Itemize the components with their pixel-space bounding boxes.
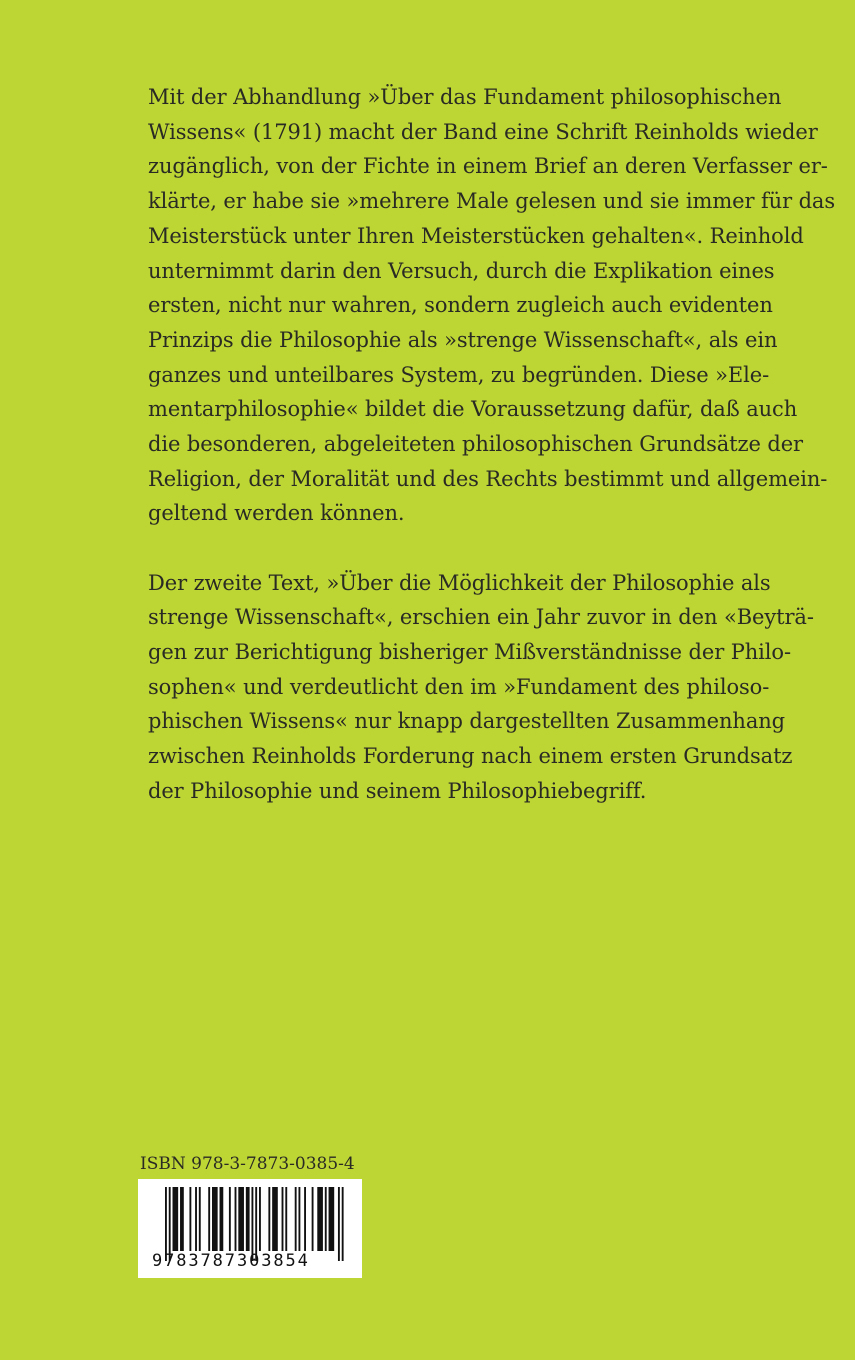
- barcode-bar: [329, 1187, 335, 1251]
- barcode-bar: [220, 1187, 224, 1251]
- text-line: ganzes und unteilbares System, zu begründen. Diese »Ele-: [148, 362, 770, 387]
- barcode-bar: [298, 1187, 300, 1251]
- text-line: die besonderen, abgeleiteten philosophischen Grundsätze der: [148, 432, 803, 457]
- barcode-bar: [268, 1187, 270, 1251]
- text-line: Prinzips die Philosophie als »strenge Wissenschaft«, als ein: [148, 327, 778, 352]
- text-line: klärte, er habe sie »mehrere Male gelesen und sie immer für das: [148, 189, 836, 214]
- text-line: Wissens« (1791) macht der Band eine Schrift Reinholds wieder: [148, 119, 818, 144]
- barcode-bar: [180, 1187, 184, 1251]
- barcode-bar: [338, 1187, 340, 1261]
- barcode-bar: [272, 1187, 278, 1251]
- barcode-bar: [173, 1187, 179, 1251]
- barcode-digits: 9783787303854: [152, 1251, 310, 1271]
- barcode-bar: [169, 1187, 171, 1261]
- barcode-bar: [229, 1187, 231, 1251]
- text-line: Meisterstück unter Ihren Meisterstücken gehalten«. Reinhold: [148, 223, 804, 248]
- barcode-bar: [285, 1187, 287, 1251]
- blurb-paragraph-1: [148, 80, 836, 531]
- barcode-bar: [312, 1187, 314, 1251]
- text-line: mentarphilosophie« bildet die Voraussetzung dafür, daß auch: [148, 397, 798, 422]
- barcode-bar: [342, 1187, 344, 1261]
- barcode-bar: [212, 1187, 218, 1251]
- barcode-bar: [295, 1187, 297, 1251]
- barcode-bar: [199, 1187, 201, 1251]
- barcode-bar: [304, 1187, 306, 1251]
- text-line: Religion, der Moralität und des Rechts bestimmt und allgemein-: [148, 466, 828, 491]
- text-line: Mit der Abhandlung »Über das Fundament philosophischen: [148, 85, 782, 109]
- text-line: der Philosophie und seinem Philosophiebegriff.: [148, 778, 647, 803]
- barcode-bar: [195, 1187, 197, 1251]
- barcode-bar: [259, 1187, 261, 1251]
- barcode-bar: [189, 1187, 191, 1251]
- barcode-bar: [251, 1187, 253, 1261]
- barcode-bar: [235, 1187, 237, 1251]
- isbn-label: ISBN 978-3-7873-0385-4: [140, 1154, 355, 1174]
- text-line: zwischen Reinholds Forderung nach einem ersten Grundsatz: [148, 744, 793, 769]
- text-line: unternimmt darin den Versuch, durch die Explikation eines: [148, 258, 775, 283]
- barcode-bar: [238, 1187, 244, 1251]
- text-line: strenge Wissenschaft«, erschien ein Jahr zuvor in den «Beyträ-: [148, 605, 814, 630]
- blurb-paragraph-2: [148, 566, 814, 809]
- text-line: zugänglich, von der Fichte in einem Brief an deren Verfasser er-: [148, 154, 828, 179]
- barcode-bar: [317, 1187, 323, 1251]
- text-line: Der zweite Text, »Über die Möglichkeit der Philosophie als: [148, 570, 771, 595]
- barcode-bar: [325, 1187, 327, 1251]
- text-line: phischen Wissens« nur knapp dargestellten Zusammenhang: [148, 709, 786, 734]
- barcode-bar: [282, 1187, 284, 1251]
- barcode-bar: [208, 1187, 210, 1251]
- text-line: ersten, nicht nur wahren, sondern zugleich auch evidenten: [148, 293, 773, 318]
- blurb-text: [148, 80, 836, 809]
- text-line: gen zur Berichtigung bisheriger Mißverständnisse der Philo-: [148, 640, 791, 665]
- barcode-bar: [246, 1187, 250, 1251]
- barcode-bar: [255, 1187, 257, 1261]
- text-line: geltend werden können.: [148, 501, 405, 526]
- barcode-bar: [165, 1187, 167, 1261]
- text-line: sophen« und verdeutlicht den im »Fundament des philoso-: [148, 674, 770, 699]
- barcode: [138, 1179, 362, 1278]
